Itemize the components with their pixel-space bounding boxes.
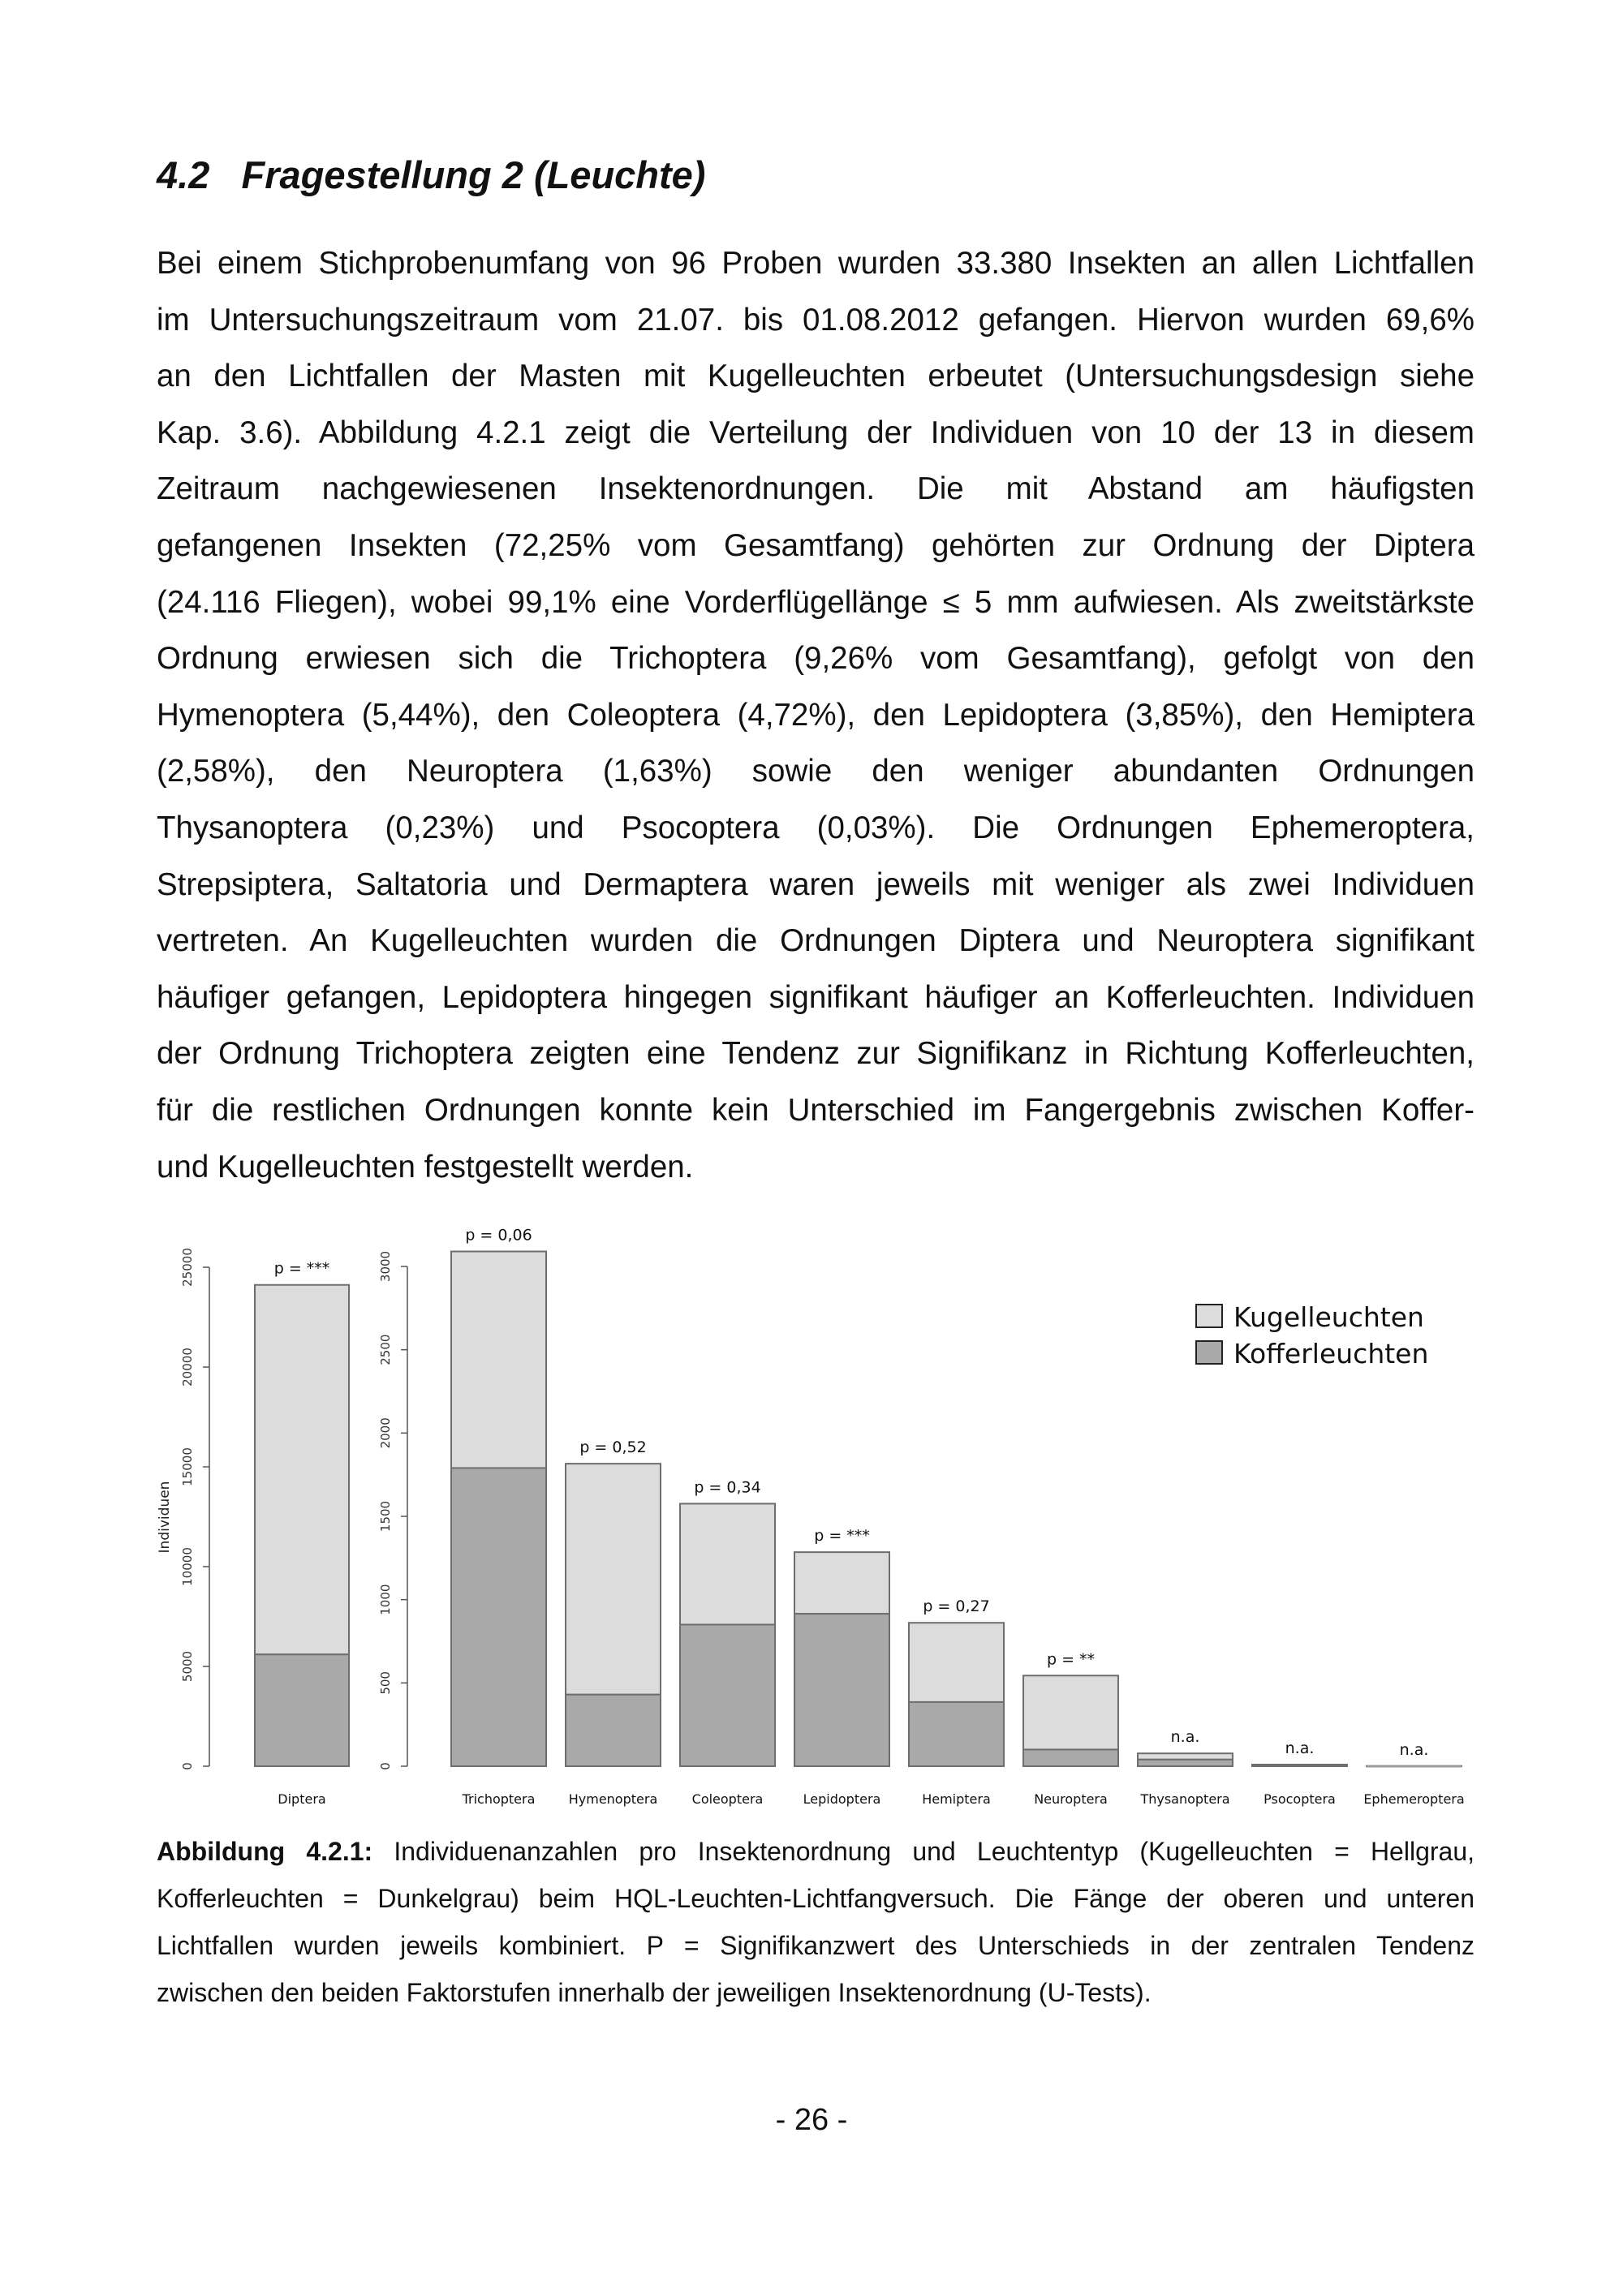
legend-swatch: [1196, 1305, 1222, 1327]
segment-kugelleuchten: [566, 1464, 661, 1695]
p-value-label: n.a.: [1170, 1728, 1200, 1747]
body-line: vertreten. An Kugelleuchten wurden die Ordnungen Diptera und Neuroptera signifikant: [157, 923, 1474, 959]
bar-trichoptera: [451, 1227, 546, 1807]
y-axis-label: Individuen: [157, 1481, 173, 1554]
y-tick-label: 500: [378, 1671, 393, 1695]
bar-psocoptera: [1252, 1739, 1347, 1807]
y-tick-label: 20000: [180, 1348, 195, 1387]
bar-ephemeroptera: [1363, 1741, 1464, 1807]
segment-kugelleuchten: [451, 1252, 546, 1468]
bar-thysanoptera: [1138, 1728, 1233, 1807]
segment-kugelleuchten: [1138, 1753, 1233, 1760]
y-tick-label: 2000: [378, 1417, 393, 1449]
p-value-label: p = **: [1046, 1650, 1096, 1669]
body-line: Strepsiptera, Saltatoria und Dermaptera waren jeweils mit weniger als zwei Individuen: [157, 866, 1474, 902]
y-tick-label: 15000: [180, 1447, 195, 1486]
y-tick-label: 1500: [378, 1500, 393, 1533]
body-line: Hymenoptera (5,44%), den Coleoptera (4,72%), den Lepidoptera (3,85%), den Hemiptera: [157, 697, 1474, 733]
p-value-label: p = 0,06: [465, 1226, 532, 1245]
p-value-label: n.a.: [1399, 1740, 1429, 1759]
legend-swatch: [1196, 1341, 1222, 1364]
p-value-label: p = 0,52: [579, 1438, 647, 1457]
segment-kugelleuchten: [680, 1503, 775, 1624]
caption-line: Abbildung 4.2.1: Individuenanzahlen pro Insektenordnung und Leuchtentyp (Kugelleuchten = Hellgrau,: [157, 1837, 1475, 1866]
caption-line: Lichtfallen wurden jeweils kombiniert. P = Signifikanzwert des Unterschieds in der zentralen Tendenz: [157, 1931, 1474, 1960]
body-line: Zeitraum nachgewiesenen Insektenordnungen. Die mit Abstand am häufigsten: [157, 471, 1474, 507]
body-paragraph: [157, 235, 1474, 1195]
x-category-label: Neuroptera: [1034, 1791, 1108, 1807]
body-line: Ordnung erwiesen sich die Trichoptera (9,26% vom Gesamtfang), gefolgt von den: [157, 641, 1474, 677]
x-category-label: Hemiptera: [922, 1791, 991, 1807]
bar-neuroptera: [1023, 1650, 1118, 1807]
section-number: 4.2: [157, 153, 210, 196]
segment-kofferleuchten: [680, 1624, 775, 1766]
caption-label: Abbildung 4.2.1:: [157, 1837, 373, 1866]
body-line: im Untersuchungszeitraum vom 21.07. bis 01.08.2012 gefangen. Hiervon wurden 69,6%: [157, 302, 1474, 338]
segment-kugelleuchten: [794, 1552, 889, 1614]
body-line: an den Lichtfallen der Masten mit Kugelleuchten erbeutet (Untersuchungsdesign siehe: [157, 359, 1474, 394]
bar-hemiptera: [909, 1597, 1004, 1807]
segment-kofferleuchten: [255, 1654, 349, 1766]
y-tick-label: 0: [378, 1762, 393, 1770]
y-tick-label: 5000: [180, 1650, 195, 1683]
bar-lepidoptera: [794, 1527, 889, 1807]
y-tick-label: 10000: [180, 1547, 195, 1586]
body-line: und Kugelleuchten festgestellt werden.: [157, 1149, 694, 1185]
segment-kofferleuchten: [1138, 1760, 1233, 1766]
body-line: häufiger gefangen, Lepidoptera hingegen signifikant häufiger an Kofferleuchten. Individuen: [157, 979, 1474, 1015]
y-axis-left: [180, 1248, 209, 1770]
body-line: Kap. 3.6). Abbildung 4.2.1 zeigt die Verteilung der Individuen von 10 der 13 in diesem: [157, 415, 1474, 450]
page-number: - 26 -: [775, 2103, 848, 2137]
segment-kofferleuchten: [794, 1614, 889, 1766]
bar-diptera: [255, 1260, 349, 1807]
segment-kofferleuchten: [566, 1695, 661, 1766]
section-title: Fragestellung 2 (Leuchte): [241, 153, 706, 196]
p-value-label: p = 0,34: [694, 1478, 761, 1497]
body-line: (2,58%), den Neuroptera (1,63%) sowie den weniger abundanten Ordnungen: [157, 754, 1474, 789]
p-value-label: p = ***: [814, 1527, 870, 1546]
segment-kofferleuchten: [451, 1468, 546, 1766]
x-category-label: Hymenoptera: [568, 1791, 658, 1807]
bar-hymenoptera: [566, 1438, 661, 1807]
x-category-label: Psocoptera: [1264, 1791, 1336, 1807]
caption-line: zwischen den beiden Faktorstufen innerhalb der jeweiligen Insektenordnung (U-Tests).: [157, 1978, 1152, 2007]
x-category-label: Diptera: [278, 1791, 326, 1807]
caption-line: Kofferleuchten = Dunkelgrau) beim HQL-Leuchten-Lichtfangversuch. Die Fänge der oberen und unteren: [157, 1884, 1474, 1913]
y-tick-label: 3000: [378, 1250, 393, 1283]
chart-legend: [1196, 1301, 1428, 1369]
body-line: Bei einem Stichprobenumfang von 96 Proben wurden 33.380 Insekten an allen Lichtfallen: [157, 246, 1474, 281]
y-tick-label: 1000: [378, 1584, 393, 1615]
figure-caption: [157, 1828, 1474, 2016]
body-line: gefangenen Insekten (72,25% vom Gesamtfang) gehörten zur Ordnung der Diptera: [157, 527, 1474, 563]
y-tick-label: 25000: [180, 1248, 195, 1287]
x-category-label: Trichoptera: [462, 1791, 536, 1807]
y-tick-label: 0: [180, 1762, 195, 1770]
y-axis-right: [378, 1251, 407, 1770]
body-line: für die restlichen Ordnungen konnte kein Unterschied im Fangergebnis zwischen Koffer-: [157, 1092, 1474, 1128]
y-tick-label: 2500: [378, 1334, 393, 1365]
x-category-label: Lepidoptera: [803, 1791, 881, 1807]
p-value-label: n.a.: [1285, 1739, 1315, 1757]
bar-coleoptera: [680, 1478, 775, 1807]
p-value-label: p = ***: [273, 1259, 330, 1278]
segment-kugelleuchten: [909, 1623, 1004, 1702]
body-line: der Ordnung Trichoptera zeigten eine Tendenz zur Signifikanz in Richtung Kofferleuchten,: [157, 1036, 1474, 1072]
segment-kugelleuchten: [1023, 1675, 1118, 1749]
segment-kugelleuchten: [255, 1285, 349, 1654]
segment-kofferleuchten: [1252, 1765, 1347, 1766]
x-category-label: Ephemeroptera: [1363, 1791, 1465, 1807]
body-line: (24.116 Fliegen), wobei 99,1% eine Vorderflügellänge ≤ 5 mm aufwiesen. Als zweitstärkste: [157, 584, 1474, 620]
body-line: Thysanoptera (0,23%) und Psocoptera (0,03%). Die Ordnungen Ephemeroptera,: [157, 810, 1474, 845]
section-heading: [157, 153, 705, 197]
legend-label: Kofferleuchten: [1233, 1338, 1429, 1369]
segment-kofferleuchten: [1023, 1749, 1118, 1766]
legend-label: Kugelleuchten: [1233, 1301, 1424, 1333]
x-category-label: Thysanoptera: [1140, 1791, 1230, 1807]
p-value-label: p = 0,27: [923, 1597, 990, 1616]
x-category-label: Coleoptera: [691, 1791, 764, 1807]
segment-kofferleuchten: [909, 1702, 1004, 1766]
